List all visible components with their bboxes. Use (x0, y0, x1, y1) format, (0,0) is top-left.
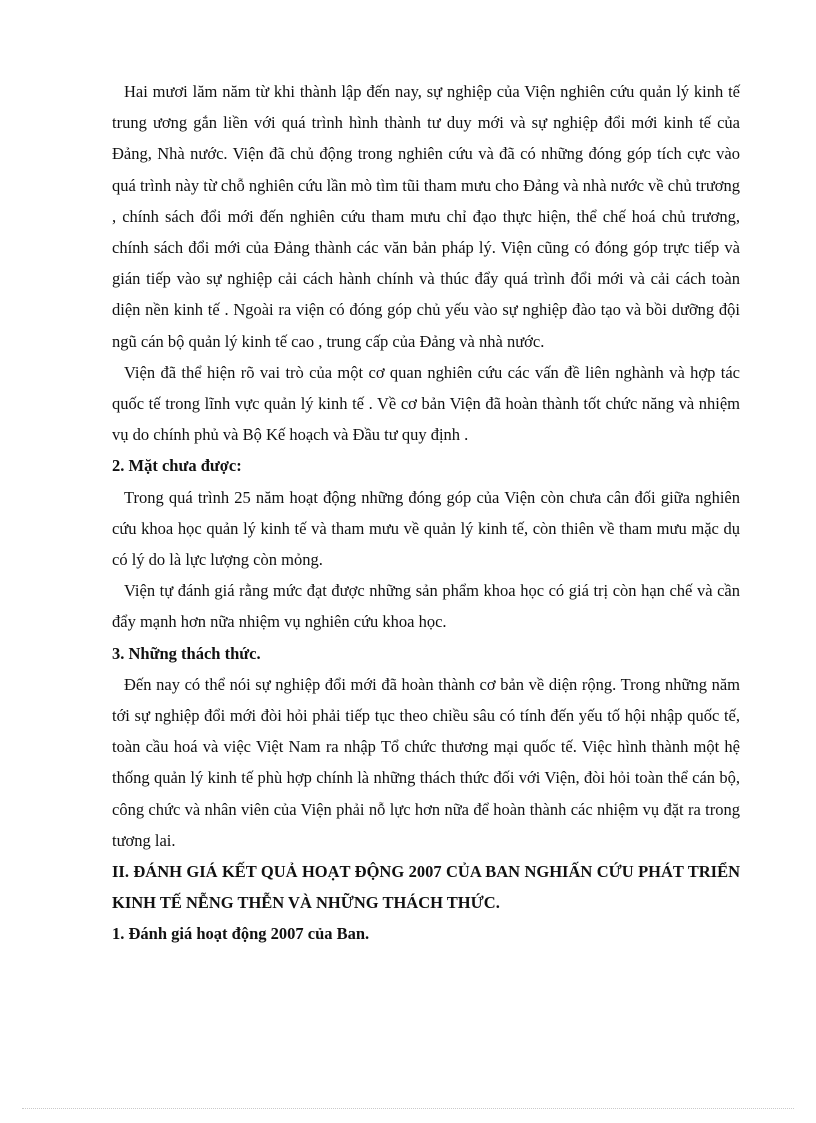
paragraph-institute-role: Viện đã thể hiện rõ vai trò của một cơ quan nghiên cứu các vấn đề liên nghành và hợp tác quốc tế trong lĩnh vực quản lý kinh tế . Về cơ bản Viện đã hoàn thành tốt chức năng và nhiệm vụ do chính phủ và Bộ Kế hoạch và Đầu tư quy định . (112, 362, 740, 445)
heading-challenges: 3. Những thách thức. (112, 643, 261, 663)
heading-section-ii: II. ĐÁNH GIÁ KẾT QUẢ HOẠT ĐỘNG 2007 CỦA BAN NGHIẤN CỨU PHÁT TRIỂN KINH TẾ NỄNG THỄN VÀ NHỮNG THÁCH THỨC. (112, 862, 740, 913)
document-body (112, 76, 740, 950)
paragraph-institute-history: Hai mươi lăm năm từ khi thành lập đến nay, sự nghiệp của Viện nghiên cứu quản lý kinh tế trung ương gắn liền với quá trình hình thành tư duy mới và sự nghiệp đổi mới kinh tế của Đảng, Nhà nước. Viện đã chủ động trong nghiên cứu và đã có những đóng góp tích cực vào quá trình này từ chỗ nghiên cứu lần mò tìm tũi tham mưu cho Đảng và nhà nước về chủ trương , chính sách đổi mới đến nghiên cứu tham mưu chỉ đạo thực hiện, thể chế hoá chủ trương, chính sách đổi mới của Đảng thành các văn bản pháp lý. Viện cũng có đóng góp trực tiếp và gián tiếp vào sự nghiệp cải cách hành chính và thúc đẩy quá trình đổi mới và cải cách toàn diện nền kinh tế . Ngoài ra viện có đóng góp chủ yếu vào sự nghiệp đào tạo và bồi dưỡng đội ngũ cán bộ quản lý kinh tế cao , trung cấp của Đảng và nhà nước. (112, 82, 740, 351)
paragraph-shortcomings-self-assessment: Viện tự đánh giá rằng mức đạt được những sản phẩm khoa học có giá trị còn hạn chế và cần đẩy mạnh hơn nữa nhiệm vụ nghiên cứu khoa học. (112, 581, 740, 632)
heading-shortcomings: 2. Mặt chưa được: (112, 456, 242, 476)
paragraph-challenges: Đến nay có thể nói sự nghiệp đổi mới đã hoàn thành cơ bản về diện rộng. Trong những năm tới sự nghiệp đổi mới đòi hỏi phải tiếp tục theo chiều sâu có tính đến yếu tố hội nhập quốc tế, toàn cầu hoá và việc Việt Nam ra nhập Tổ chức thương mại quốc tế. Việc hình thành một hệ thống quản lý kinh tế phù hợp chính là những thách thức đối với Viện, đòi hỏi toàn thể cán bộ, công chức và nhân viên của Viện phải nỗ lực hơn nữa để hoàn thành các nhiệm vụ đặt ra trong tương lai. (112, 674, 740, 850)
paragraph-shortcomings-balance: Trong quá trình 25 năm hoạt động những đóng góp của Viện còn chưa cân đối giữa nghiên cứu khoa học quản lý kinh tế và tham mưu về quản lý kinh tế, còn thiên về tham mưu mặc dụ có lý do là lực lượng còn mỏng. (112, 487, 740, 570)
page-bottom-divider (22, 1108, 794, 1109)
heading-2007-assessment: 1. Đánh giá hoạt động 2007 của Ban. (112, 924, 370, 944)
